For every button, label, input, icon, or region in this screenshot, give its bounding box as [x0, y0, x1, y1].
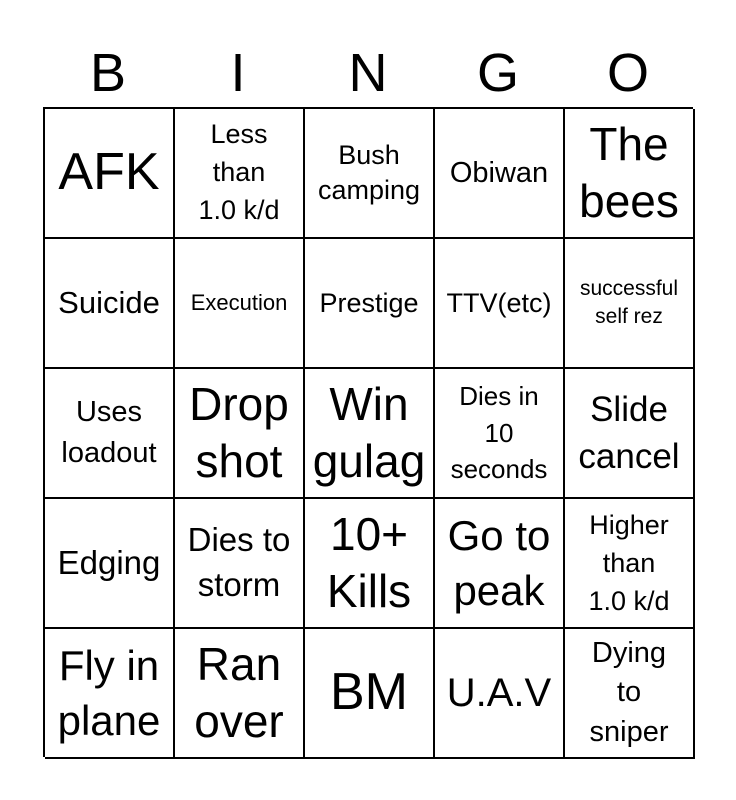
bingo-cell-label: Slide cancel [578, 389, 680, 476]
bingo-cell-r4-c3[interactable] [305, 499, 435, 629]
bingo-cell-label: successful self rez [579, 276, 679, 328]
bingo-cell-r5-c2[interactable] [175, 629, 305, 759]
bingo-cell-r5-c4[interactable] [435, 629, 565, 759]
bingo-cell-r1-c5[interactable] [565, 109, 695, 239]
bingo-cell-r5-c5[interactable] [565, 629, 695, 759]
bingo-cell-r5-c3[interactable] [305, 629, 435, 759]
bingo-cell-r1-c3[interactable] [305, 109, 435, 239]
bingo-cell-r1-c4[interactable] [435, 109, 565, 239]
header-letter-b: B [89, 43, 127, 103]
bingo-cell-r3-c5[interactable] [565, 369, 695, 499]
bingo-cell-r2-c1[interactable] [45, 239, 175, 369]
header-letter-i: I [230, 43, 246, 103]
bingo-cell-r5-c1[interactable] [45, 629, 175, 759]
bingo-cell-label: Obiwan [449, 156, 549, 189]
bingo-cell-label: Uses loadout [61, 396, 157, 469]
bingo-cell-label: Win gulag [312, 377, 426, 487]
bingo-cell-label: 10+ Kills [326, 507, 412, 617]
bingo-cell-label: Dying to sniper [589, 637, 669, 748]
bingo-cell-label: Fly in plane [57, 641, 161, 744]
header-letter-o: O [606, 43, 649, 103]
bingo-cell-label: Suicide [58, 285, 160, 321]
bingo-cell-r3-c2[interactable] [175, 369, 305, 499]
bingo-cell-label: Bush camping [317, 139, 421, 205]
bingo-cell-r1-c2[interactable] [175, 109, 305, 239]
header-letter-g: G [476, 43, 519, 103]
header-letter-n: N [348, 43, 388, 103]
bingo-cell-label: Drop shot [189, 377, 289, 487]
bingo-cell-label: U.A.V [446, 671, 552, 715]
bingo-cell-r1-c1[interactable] [45, 109, 175, 239]
bingo-cell-r3-c4[interactable] [435, 369, 565, 499]
bingo-cell-label: BM [330, 663, 408, 722]
bingo-cell-label: Less than 1.0 k/d [198, 119, 280, 225]
bingo-cell-r2-c5[interactable] [565, 239, 695, 369]
bingo-cell-r4-c5[interactable] [565, 499, 695, 629]
bingo-cell-label: The bees [579, 117, 679, 227]
bingo-cell-label: Dies to storm [187, 521, 291, 603]
bingo-cell-r2-c2[interactable] [175, 239, 305, 369]
bingo-cell-r4-c4[interactable] [435, 499, 565, 629]
bingo-cell-r4-c2[interactable] [175, 499, 305, 629]
bingo-cell-label: Dies in 10 seconds [450, 381, 548, 485]
bingo-cell-label: Higher than 1.0 k/d [588, 509, 670, 617]
bingo-cell-label: Prestige [319, 287, 419, 318]
bingo-cell-label: Ran over [194, 637, 284, 747]
bingo-card-grid [43, 107, 693, 757]
bingo-cell-label: Edging [57, 544, 161, 582]
bingo-cell-r2-c3[interactable] [305, 239, 435, 369]
bingo-cell-r3-c1[interactable] [45, 369, 175, 499]
bingo-cell-r3-c3[interactable] [305, 369, 435, 499]
bingo-cell-r2-c4[interactable] [435, 239, 565, 369]
bingo-header [43, 40, 693, 106]
bingo-cell-label: AFK [58, 143, 160, 202]
bingo-cell-label: Execution [190, 289, 288, 315]
bingo-cell-label: Go to peak [447, 511, 551, 614]
bingo-cell-label: TTV(etc) [446, 287, 552, 318]
bingo-cell-r4-c1[interactable] [45, 499, 175, 629]
